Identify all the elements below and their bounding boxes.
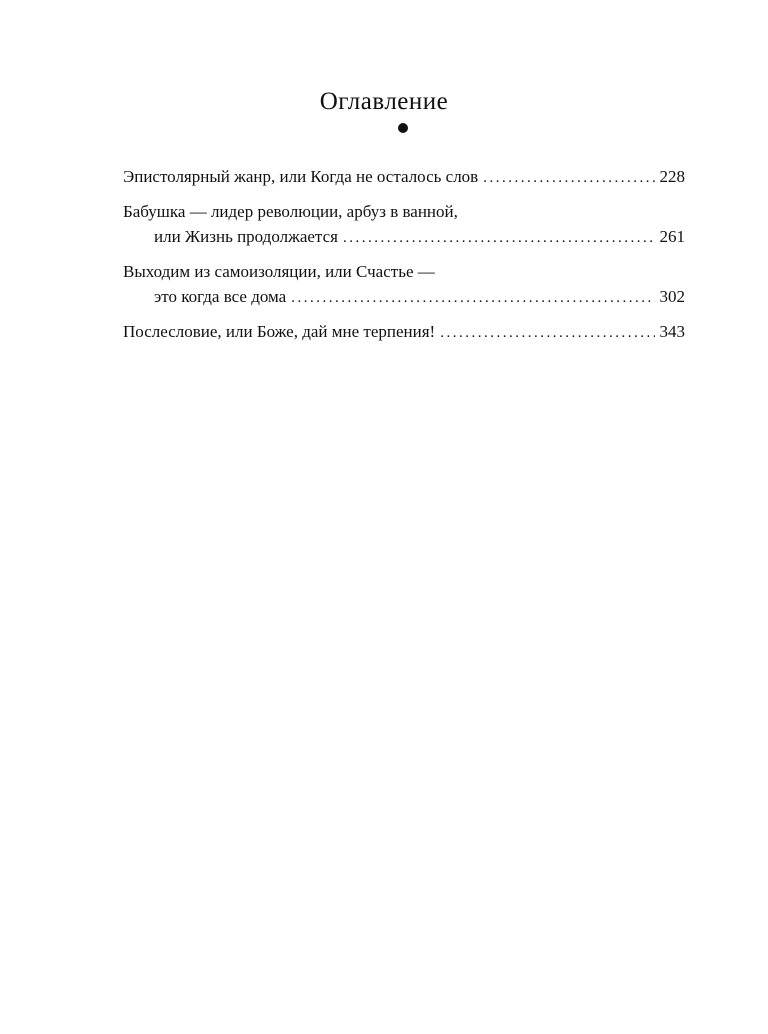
toc-entry-title-line2: это когда все дома: [154, 287, 287, 306]
toc-entry-line: [123, 284, 685, 311]
toc-entry-line: [123, 164, 685, 191]
dot-leader: [343, 226, 655, 251]
toc-entry-title-line1: Выходим из самоизоляции, или Счастье —: [123, 262, 435, 281]
toc-entry-title: Послесловие, или Боже, дай мне терпения!: [123, 322, 436, 341]
toc-entry[interactable]: [123, 259, 685, 311]
toc-entry-page: 261: [659, 227, 685, 246]
dot-leader: [291, 286, 654, 311]
toc-entry[interactable]: [123, 319, 685, 346]
toc-entry-page: 302: [659, 287, 685, 306]
toc-entry-page: 228: [659, 167, 685, 186]
dot-leader: [483, 166, 654, 191]
ornament-bullet-icon: [398, 123, 408, 133]
toc-entry-title: Эпистолярный жанр, или Когда не осталось слов: [123, 167, 479, 186]
toc-entry-line: [123, 319, 685, 346]
dot-leader: [440, 321, 654, 346]
toc-entry[interactable]: [123, 199, 685, 251]
toc-list: [123, 164, 685, 354]
toc-title: Оглавление: [319, 88, 449, 115]
toc-entry-line: [123, 224, 685, 251]
toc-entry-title-line2: или Жизнь продолжается: [154, 227, 338, 246]
toc-entry[interactable]: [123, 164, 685, 191]
toc-entry-title-line1: Бабушка — лидер революции, арбуз в ванной,: [123, 202, 458, 221]
toc-entry-page: 343: [659, 322, 685, 341]
